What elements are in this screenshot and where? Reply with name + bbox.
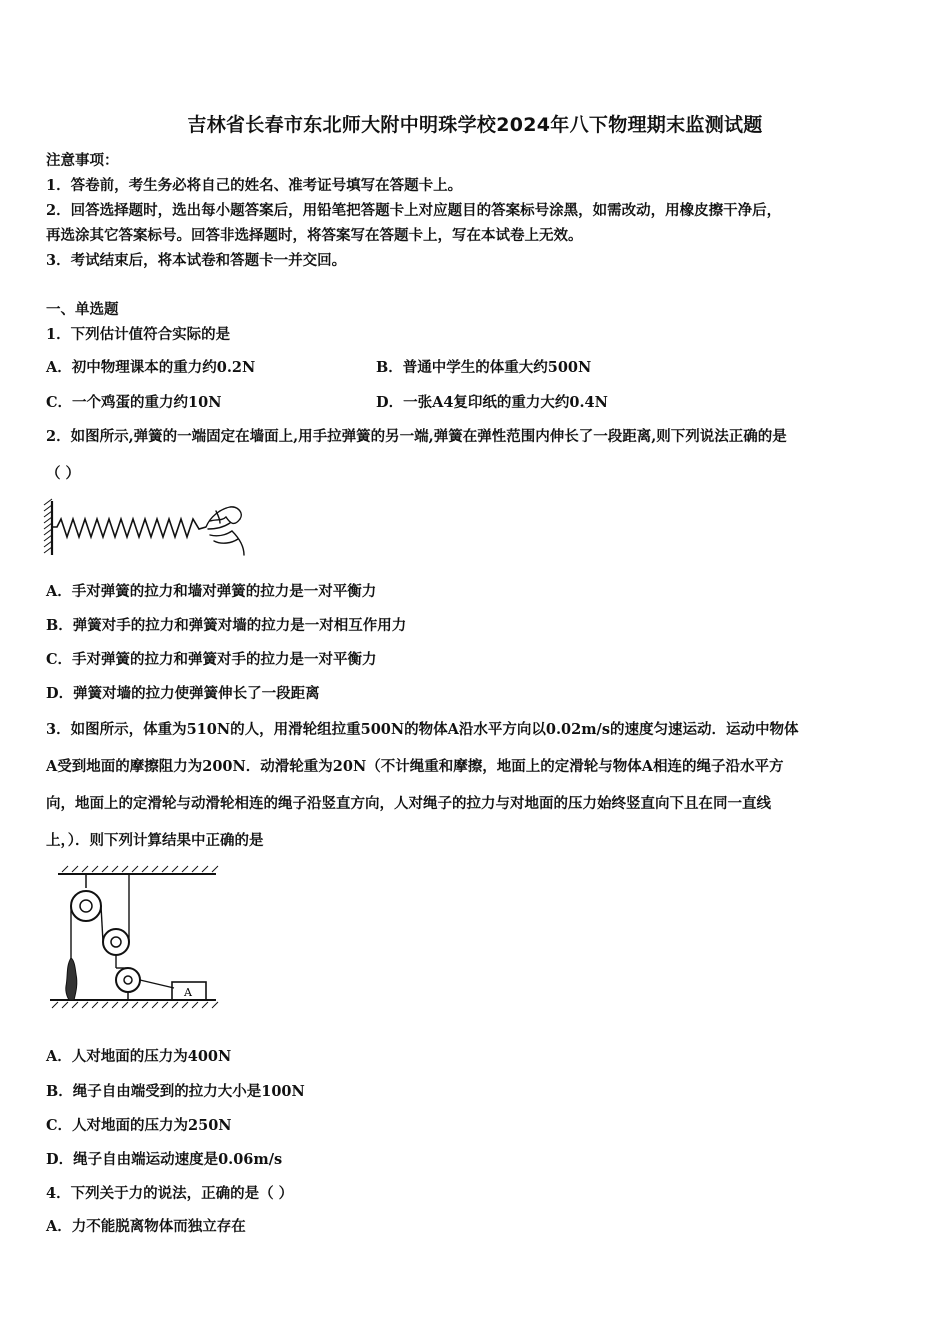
q2-option-b: B．弹簧对手的拉力和弹簧对墙的拉力是一对相互作用力 xyxy=(46,617,407,634)
ceiling-hatching xyxy=(62,866,218,872)
block-a-label: A xyxy=(184,986,192,999)
person-figure xyxy=(66,958,77,1000)
q3-stem-line-2: A受到地面的摩擦阻力为200N．动滑轮重为20N（不计绳重和摩擦，地面上的定滑轮与物体A相连的绳子沿水平方 xyxy=(46,758,784,775)
q3-option-d: D．绳子自由端运动速度是0.06m/s xyxy=(46,1151,283,1168)
notice-item-1: 1．答卷前，考生务必将自己的姓名、准考证号填写在答题卡上。 xyxy=(46,177,463,194)
q2-option-d: D．弹簧对墙的拉力使弹簧伸长了一段距离 xyxy=(46,685,320,702)
q3-option-b: B．绳子自由端受到的拉力大小是100N xyxy=(46,1083,305,1100)
ground-hatching xyxy=(52,1002,218,1008)
q2-option-a: A．手对弹簧的拉力和墙对弹簧的拉力是一对平衡力 xyxy=(46,583,377,600)
spring-coil xyxy=(52,519,206,537)
section-heading: 一、单选题 xyxy=(46,301,119,318)
pulley-figure xyxy=(44,862,222,1018)
fixed-pulley-top xyxy=(71,891,101,921)
notice-item-3: 3．考试结束后，将本试卷和答题卡一并交回。 xyxy=(46,252,347,269)
q2-stem-paren: （ ） xyxy=(46,465,81,482)
movable-pulley xyxy=(103,929,129,955)
notice-item-2a: 2．回答选择题时，选出每小题答案后，用铅笔把答题卡上对应题目的答案标号涂黑，如需改动，用橡皮擦干净后， xyxy=(46,202,782,219)
notice-item-2b: 再选涂其它答案标号。回答非选择题时，将答案写在答题卡上，写在本试卷上无效。 xyxy=(46,227,583,244)
q1-option-a: A．初中物理课本的重力约0.2N xyxy=(46,359,256,376)
q1-option-b: B．普通中学生的体重大约500N xyxy=(376,359,592,376)
fixed-pulley-ground xyxy=(116,968,140,992)
q2-stem: 2．如图所示,弹簧的一端固定在墙面上,用手拉弹簧的另一端,弹簧在弹性范围内伸长了一段距离,则下列说法正确的是 xyxy=(46,428,787,445)
q4-stem: 4．下列关于力的说法，正确的是（ ） xyxy=(46,1185,294,1202)
q3-option-a: A．人对地面的压力为400N xyxy=(46,1048,232,1065)
q4-option-a: A．力不能脱离物体而独立存在 xyxy=(46,1218,246,1235)
q2-option-c: C．手对弹簧的拉力和弹簧对手的拉力是一对平衡力 xyxy=(46,651,377,668)
q1-stem: 1．下列估计值符合实际的是 xyxy=(46,326,231,343)
q3-stem-line-3: 向，地面上的定滑轮与动滑轮相连的绳子沿竖直方向，人对绳子的拉力与对地面的压力始终竖直向下且在同一直线 xyxy=(46,795,771,812)
q1-option-c: C．一个鸡蛋的重力约10N xyxy=(46,394,222,411)
q3-option-c: C．人对地面的压力为250N xyxy=(46,1117,232,1134)
page-title: 吉林省长春市东北师大附中明珠学校2024年八下物理期末监测试题 xyxy=(187,114,763,136)
spring-figure xyxy=(40,497,245,559)
q1-option-d: D．一张A4复印纸的重力大约0.4N xyxy=(376,394,608,411)
hand-icon xyxy=(206,507,244,555)
q3-stem-line-4: 上，）．则下列计算结果中正确的是 xyxy=(46,832,264,849)
q3-stem-line-1: 3．如图所示，体重为510N的人，用滑轮组拉重500N的物体A沿水平方向以0.02m/s的速度匀速运动．运动中物体 xyxy=(46,721,799,738)
notice-heading: 注意事项： xyxy=(46,152,119,169)
wall-hatching xyxy=(44,499,52,553)
